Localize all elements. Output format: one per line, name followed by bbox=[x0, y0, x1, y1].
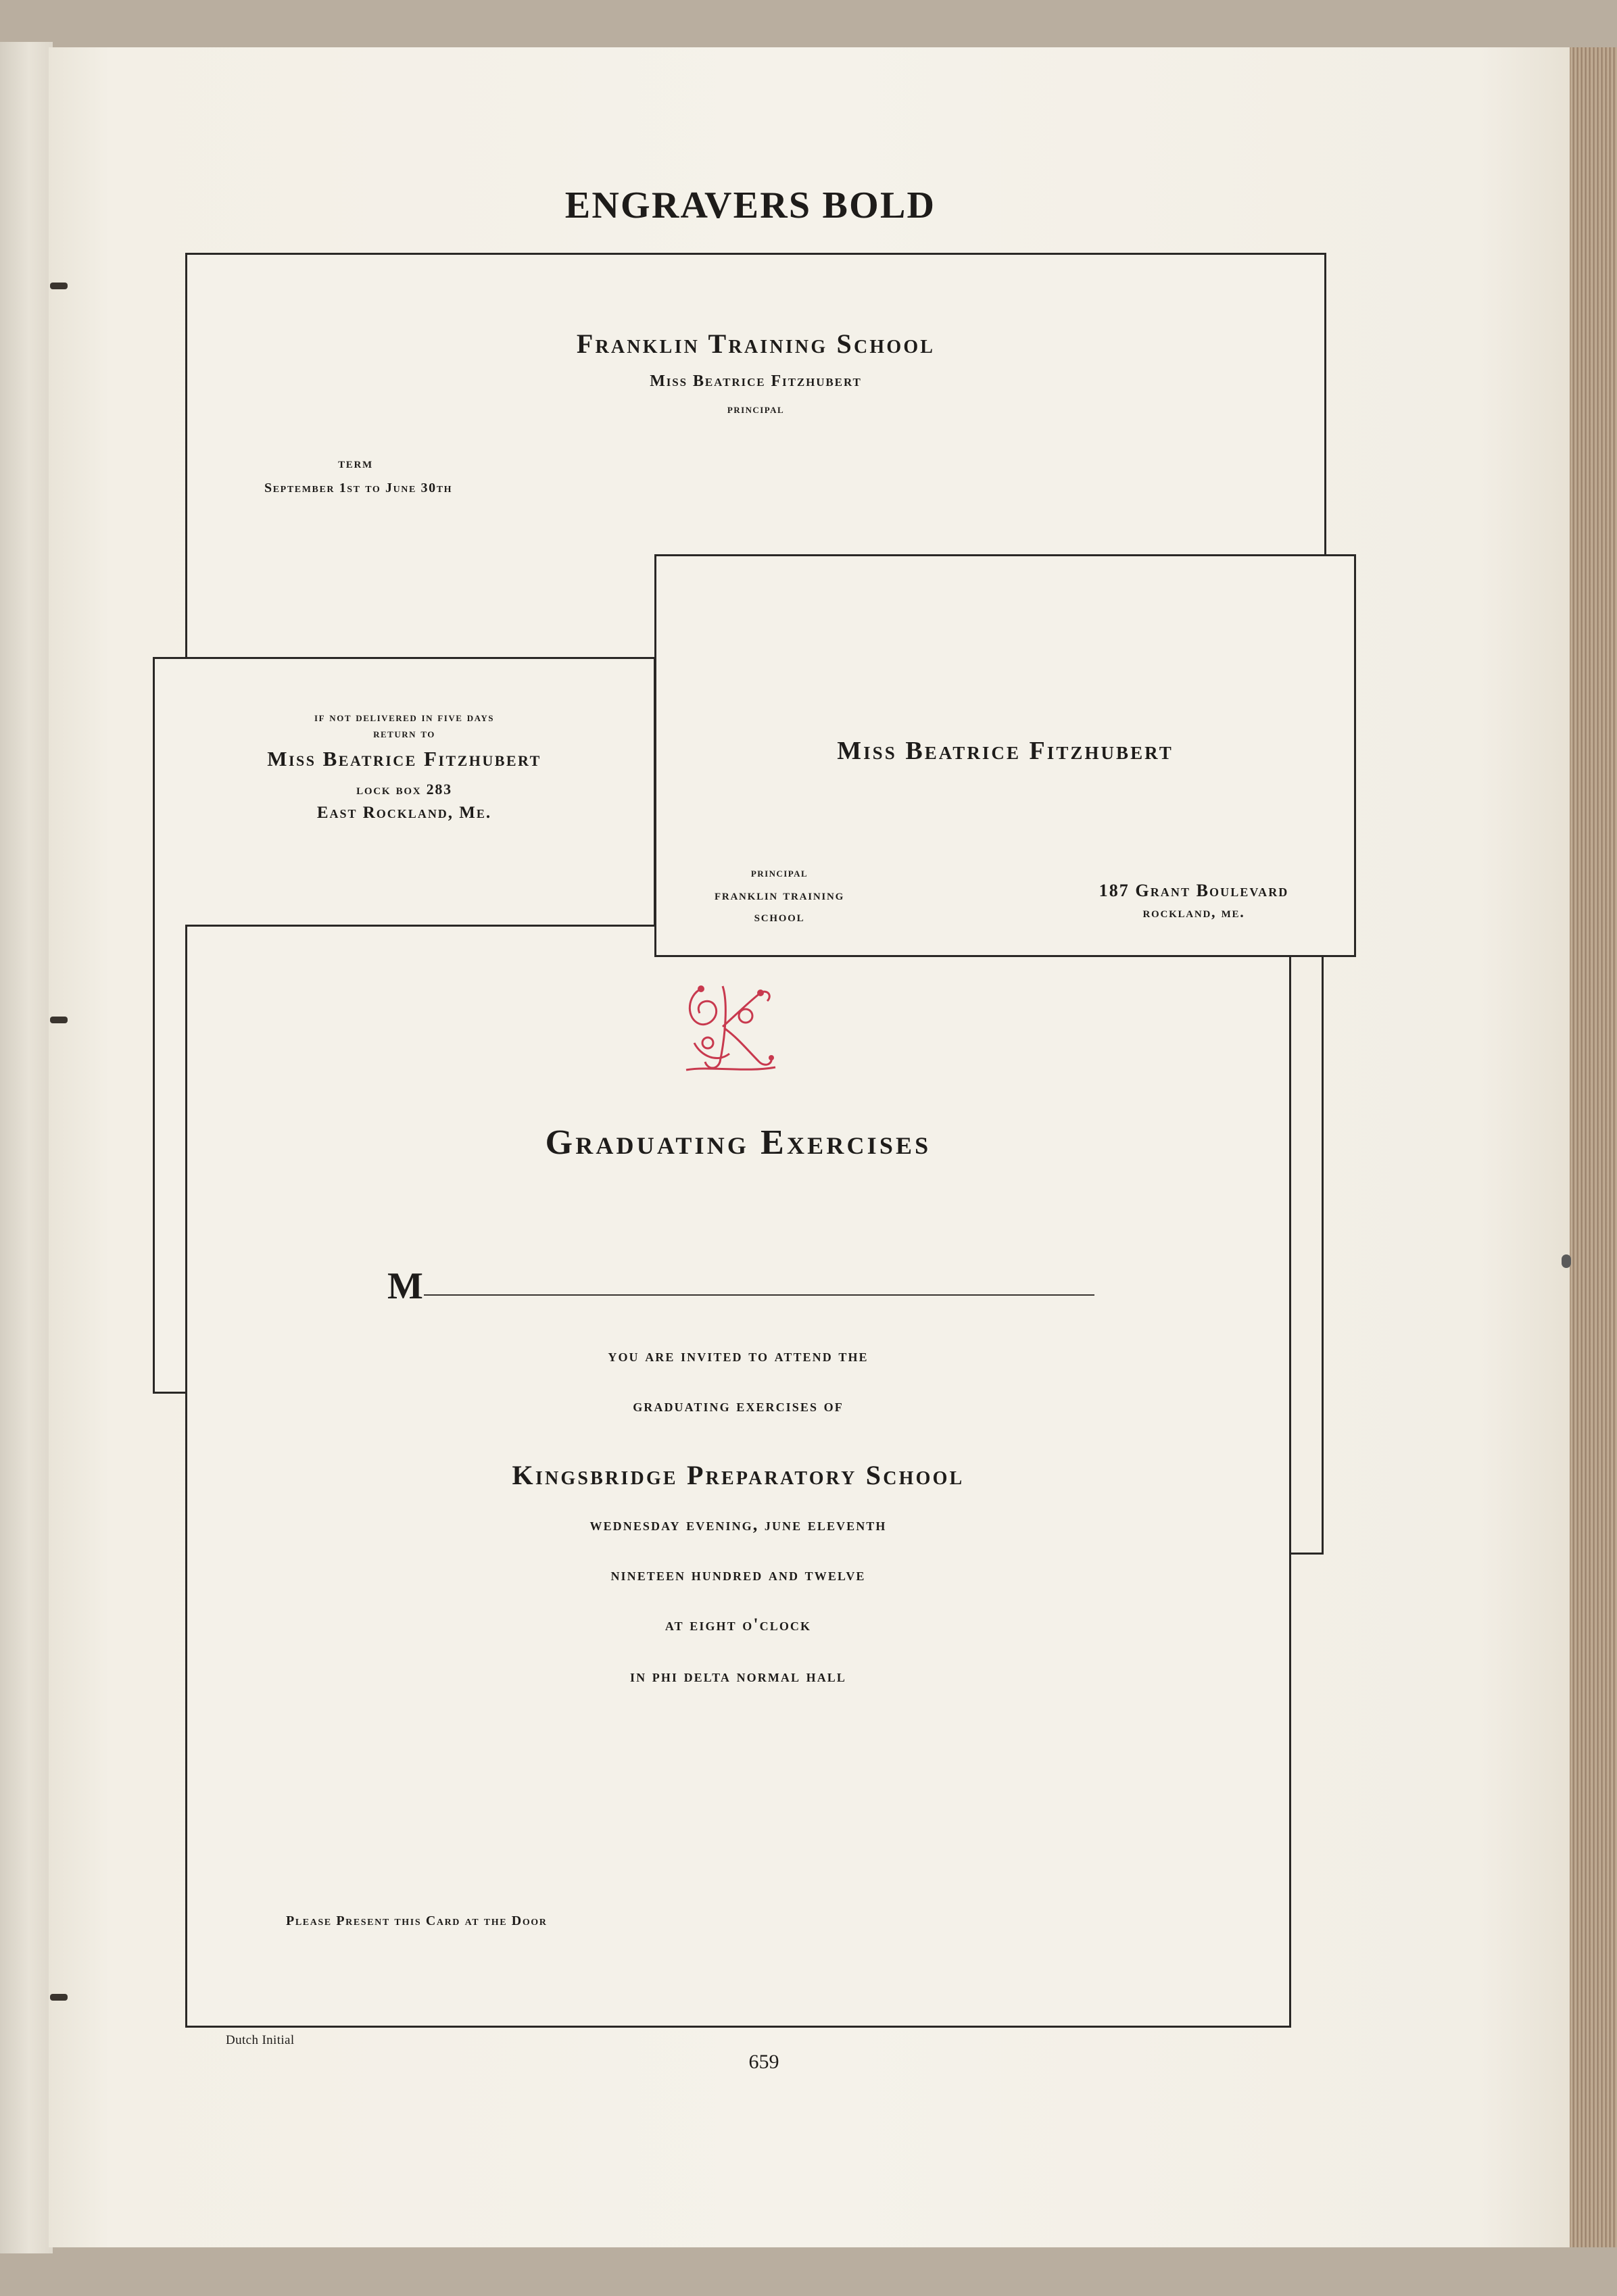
calling-card bbox=[654, 554, 1356, 957]
invitation-line: you are invited to attend the bbox=[608, 1346, 869, 1365]
calling-card-position: franklin training bbox=[714, 886, 845, 903]
envelope-city: East Rockland, Me. bbox=[316, 804, 492, 822]
letterhead-school: Franklin Training School bbox=[576, 328, 936, 359]
invitation-line: in phi delta normal hall bbox=[630, 1666, 846, 1686]
binding-stitch bbox=[50, 283, 68, 289]
invitation-line: graduating exercises of bbox=[633, 1396, 844, 1415]
salutation-initial: M bbox=[387, 1265, 423, 1307]
envelope-box: lock box 283 bbox=[356, 781, 452, 798]
invitation-card bbox=[185, 925, 1291, 2028]
name-blank-line bbox=[424, 1294, 1094, 1296]
page-title: ENGRAVERS BOLD bbox=[564, 185, 936, 226]
letterhead-name: Miss Beatrice Fitzhubert bbox=[650, 372, 862, 390]
monogram-k-icon bbox=[681, 975, 779, 1075]
calling-card-position: principal bbox=[750, 866, 808, 879]
letterhead-term-label: term bbox=[338, 455, 373, 471]
invitation-footer: Please Present this Card at the Door bbox=[286, 1913, 548, 1928]
page-mark bbox=[1562, 1254, 1571, 1268]
letterhead-title: principal bbox=[727, 402, 785, 416]
calling-card-position: school bbox=[754, 908, 805, 925]
font-caption: Dutch Initial bbox=[226, 2033, 295, 2047]
letterhead-term-dates: September 1st to June 30th bbox=[264, 481, 453, 495]
invitation-title: Graduating Exercises bbox=[545, 1123, 932, 1162]
invitation-line: at eight o'clock bbox=[665, 1615, 812, 1634]
calling-card-city: rockland, me. bbox=[1142, 904, 1245, 921]
binding-stitch bbox=[50, 1017, 68, 1023]
left-page-edge bbox=[0, 42, 53, 2253]
calling-card-address: 187 Grant Boulevard bbox=[1099, 881, 1289, 900]
envelope-return-line2: return to bbox=[373, 727, 435, 741]
envelope-return-line1: if not delivered in five days bbox=[314, 710, 494, 725]
invitation-line: nineteen hundred and twelve bbox=[610, 1565, 866, 1584]
binding-stitch bbox=[50, 1994, 68, 2001]
invitation-line: wednesday evening, june eleventh bbox=[589, 1515, 887, 1534]
calling-card-name: Miss Beatrice Fitzhubert bbox=[837, 737, 1174, 765]
envelope-name: Miss Beatrice Fitzhubert bbox=[267, 747, 541, 771]
page-edges bbox=[1570, 47, 1617, 2247]
page-number: 659 bbox=[748, 2051, 779, 2073]
invitation-school: Kingsbridge Preparatory School bbox=[512, 1460, 965, 1490]
